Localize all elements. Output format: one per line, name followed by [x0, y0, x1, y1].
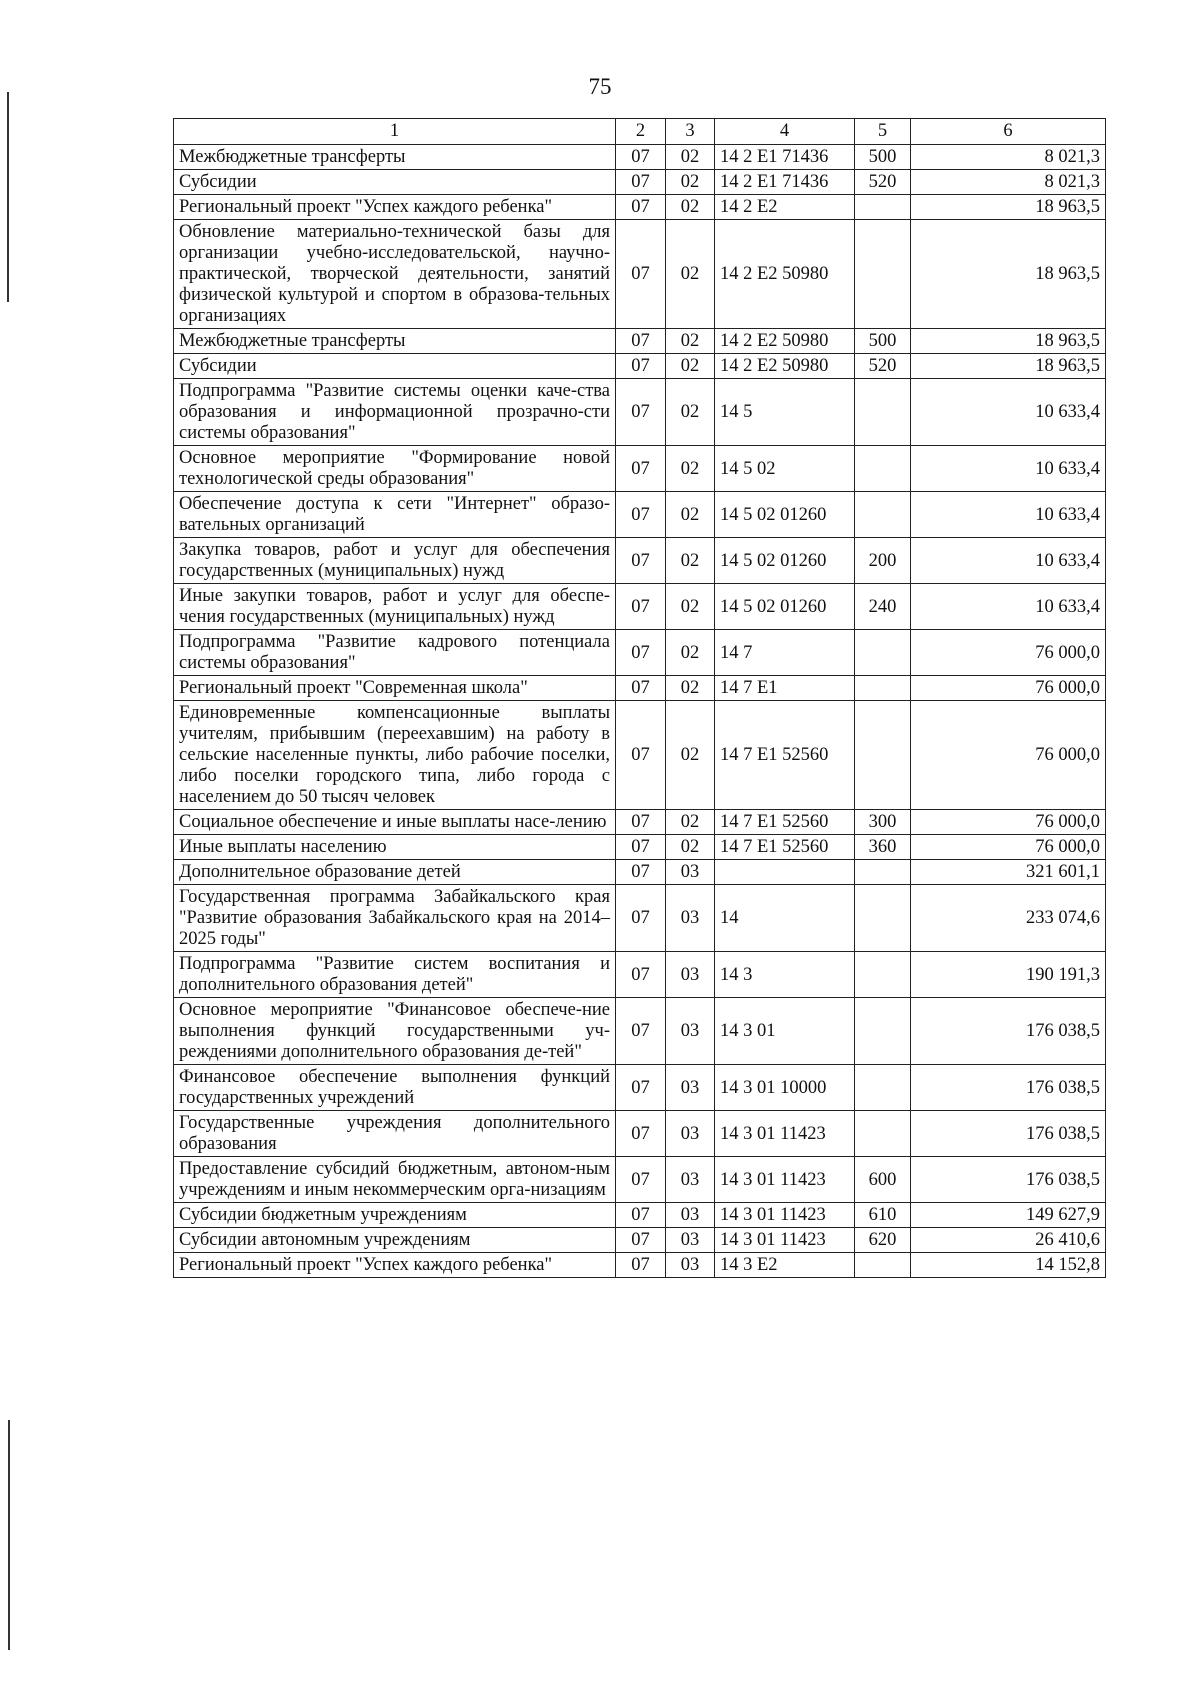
- target-article-cell: 14 7 E1 52560: [715, 810, 855, 835]
- amount-cell: 176 038,5: [911, 1157, 1106, 1203]
- row-name-cell: Дополнительное образование детей: [174, 860, 616, 885]
- subsection-code-cell: 02: [666, 630, 715, 676]
- subsection-code-cell: 02: [666, 145, 715, 170]
- subsection-code-cell: 02: [666, 220, 715, 329]
- amount-cell: 149 627,9: [911, 1203, 1106, 1228]
- expense-type-cell: [855, 860, 911, 885]
- amount-cell: 190 191,3: [911, 952, 1106, 998]
- table-row: [174, 584, 1106, 630]
- subsection-code-cell: 02: [666, 329, 715, 354]
- target-article-cell: 14 7 E1 52560: [715, 701, 855, 810]
- target-article-cell: 14 5 02 01260: [715, 492, 855, 538]
- table-row: [174, 446, 1106, 492]
- table-row: [174, 379, 1106, 446]
- expense-type-cell: [855, 630, 911, 676]
- table-row: [174, 1253, 1106, 1278]
- subsection-code-cell: 02: [666, 170, 715, 195]
- expense-type-cell: 520: [855, 170, 911, 195]
- expense-type-cell: 500: [855, 329, 911, 354]
- row-name-cell: Субсидии: [174, 170, 616, 195]
- expense-type-cell: [855, 1253, 911, 1278]
- table-row: [174, 195, 1106, 220]
- column-header: 4: [715, 119, 855, 145]
- amount-cell: 176 038,5: [911, 998, 1106, 1065]
- table-row: [174, 810, 1106, 835]
- subsection-code-cell: 02: [666, 810, 715, 835]
- expense-type-cell: 300: [855, 810, 911, 835]
- table-row: [174, 860, 1106, 885]
- target-article-cell: 14 3 01: [715, 998, 855, 1065]
- target-article-cell: 14 2 E1 71436: [715, 170, 855, 195]
- table-row: [174, 145, 1106, 170]
- target-article-cell: 14 7 E1 52560: [715, 835, 855, 860]
- row-name-cell: Субсидии автономным учреждениям: [174, 1228, 616, 1253]
- table-row: [174, 701, 1106, 810]
- table-row: [174, 1203, 1106, 1228]
- section-code-cell: 07: [616, 835, 666, 860]
- row-name-cell: Основное мероприятие "Финансовое обеспече-ние выполнения функций государственными уч-реждениями дополнительного образования де-тей": [174, 998, 616, 1065]
- amount-cell: 76 000,0: [911, 701, 1106, 810]
- amount-cell: 10 633,4: [911, 584, 1106, 630]
- target-article-cell: 14 2 E2: [715, 195, 855, 220]
- section-code-cell: 07: [616, 1253, 666, 1278]
- expense-type-cell: [855, 220, 911, 329]
- amount-cell: 10 633,4: [911, 492, 1106, 538]
- amount-cell: 18 963,5: [911, 329, 1106, 354]
- section-code-cell: 07: [616, 145, 666, 170]
- expense-type-cell: [855, 885, 911, 952]
- subsection-code-cell: 03: [666, 952, 715, 998]
- row-name-cell: Закупка товаров, работ и услуг для обеспечения государственных (муниципальных) нужд: [174, 538, 616, 584]
- row-name-cell: Подпрограмма "Развитие кадрового потенциала системы образования": [174, 630, 616, 676]
- table-row: [174, 538, 1106, 584]
- subsection-code-cell: 03: [666, 1111, 715, 1157]
- section-code-cell: 07: [616, 1157, 666, 1203]
- row-name-cell: Предоставление субсидий бюджетным, автоном-ным учреждениям и иным некоммерческим орга-низациям: [174, 1157, 616, 1203]
- section-code-cell: 07: [616, 701, 666, 810]
- expense-type-cell: 200: [855, 538, 911, 584]
- page-number: 75: [588, 74, 612, 99]
- target-article-cell: 14 2 E2 50980: [715, 220, 855, 329]
- subsection-code-cell: 03: [666, 1203, 715, 1228]
- table-row: [174, 354, 1106, 379]
- row-name-cell: Подпрограмма "Развитие системы оценки каче-ства образования и информационной прозрачно-сти системы образования": [174, 379, 616, 446]
- column-header: 1: [174, 119, 616, 145]
- target-article-cell: 14 3 E2: [715, 1253, 855, 1278]
- expense-type-cell: 360: [855, 835, 911, 860]
- amount-cell: 18 963,5: [911, 354, 1106, 379]
- scan-edge-mark: [7, 92, 9, 302]
- expense-type-cell: 610: [855, 1203, 911, 1228]
- row-name-cell: Иные закупки товаров, работ и услуг для обеспе-чения государственных (муниципальных) нужд: [174, 584, 616, 630]
- section-code-cell: 07: [616, 860, 666, 885]
- subsection-code-cell: 02: [666, 676, 715, 701]
- table-row: [174, 492, 1106, 538]
- section-code-cell: 07: [616, 676, 666, 701]
- row-name-cell: Региональный проект "Успех каждого ребенка": [174, 195, 616, 220]
- target-article-cell: 14 3 01 10000: [715, 1065, 855, 1111]
- table-row: [174, 630, 1106, 676]
- section-code-cell: 07: [616, 1065, 666, 1111]
- subsection-code-cell: 02: [666, 538, 715, 584]
- row-name-cell: Региональный проект "Успех каждого ребенка": [174, 1253, 616, 1278]
- row-name-cell: Субсидии: [174, 354, 616, 379]
- row-name-cell: Основное мероприятие "Формирование новой технологической среды образования": [174, 446, 616, 492]
- row-name-cell: Подпрограмма "Развитие систем воспитания и дополнительного образования детей": [174, 952, 616, 998]
- target-article-cell: 14 3: [715, 952, 855, 998]
- expense-type-cell: [855, 676, 911, 701]
- expense-type-cell: 520: [855, 354, 911, 379]
- section-code-cell: 07: [616, 354, 666, 379]
- section-code-cell: 07: [616, 195, 666, 220]
- table-row: [174, 329, 1106, 354]
- target-article-cell: 14 3 01 11423: [715, 1111, 855, 1157]
- subsection-code-cell: 03: [666, 885, 715, 952]
- amount-cell: 18 963,5: [911, 195, 1106, 220]
- table-row: [174, 998, 1106, 1065]
- target-article-cell: 14 5 02 01260: [715, 538, 855, 584]
- subsection-code-cell: 02: [666, 379, 715, 446]
- row-name-cell: Субсидии бюджетным учреждениям: [174, 1203, 616, 1228]
- target-article-cell: 14 2 E2 50980: [715, 354, 855, 379]
- row-name-cell: Социальное обеспечение и иные выплаты насе-лению: [174, 810, 616, 835]
- target-article-cell: 14 3 01 11423: [715, 1157, 855, 1203]
- row-name-cell: Государственные учреждения дополнительного образования: [174, 1111, 616, 1157]
- expense-type-cell: [855, 1065, 911, 1111]
- row-name-cell: Региональный проект "Современная школа": [174, 676, 616, 701]
- target-article-cell: 14 7: [715, 630, 855, 676]
- section-code-cell: 07: [616, 379, 666, 446]
- row-name-cell: Межбюджетные трансферты: [174, 145, 616, 170]
- column-header: 3: [666, 119, 715, 145]
- section-code-cell: 07: [616, 538, 666, 584]
- table-row: [174, 1228, 1106, 1253]
- target-article-cell: 14 5 02 01260: [715, 584, 855, 630]
- target-article-cell: 14 7 E1: [715, 676, 855, 701]
- target-article-cell: 14 3 01 11423: [715, 1203, 855, 1228]
- table-row: [174, 170, 1106, 195]
- target-article-cell: 14 5 02: [715, 446, 855, 492]
- target-article-cell: 14: [715, 885, 855, 952]
- amount-cell: 10 633,4: [911, 446, 1106, 492]
- subsection-code-cell: 02: [666, 835, 715, 860]
- row-name-cell: Обновление материально-технической базы для организации учебно-исследовательской, научно-практической, творческой деятельности, занятий физической культурой и спортом в образова-тельных организациях: [174, 220, 616, 329]
- section-code-cell: 07: [616, 1203, 666, 1228]
- target-article-cell: 14 5: [715, 379, 855, 446]
- amount-cell: 8 021,3: [911, 145, 1106, 170]
- amount-cell: 26 410,6: [911, 1228, 1106, 1253]
- expense-type-cell: 500: [855, 145, 911, 170]
- section-code-cell: 07: [616, 584, 666, 630]
- column-header: 6: [911, 119, 1106, 145]
- amount-cell: 8 021,3: [911, 170, 1106, 195]
- table-row: [174, 952, 1106, 998]
- expense-type-cell: [855, 446, 911, 492]
- amount-cell: 76 000,0: [911, 676, 1106, 701]
- subsection-code-cell: 02: [666, 584, 715, 630]
- table-row: [174, 220, 1106, 329]
- row-name-cell: Единовременные компенсационные выплаты учителям, прибывшим (переехавшим) на работу в сельские населенные пункты, либо рабочие поселки, либо поселки городского типа, либо города с населением до 50 тысяч человек: [174, 701, 616, 810]
- amount-cell: 76 000,0: [911, 810, 1106, 835]
- section-code-cell: 07: [616, 810, 666, 835]
- row-name-cell: Государственная программа Забайкальского края "Развитие образования Забайкальского края на 2014–2025 годы": [174, 885, 616, 952]
- row-name-cell: Иные выплаты населению: [174, 835, 616, 860]
- row-name-cell: Обеспечение доступа к сети "Интернет" образо-вательных организаций: [174, 492, 616, 538]
- amount-cell: 176 038,5: [911, 1111, 1106, 1157]
- amount-cell: 10 633,4: [911, 538, 1106, 584]
- row-name-cell: Межбюджетные трансферты: [174, 329, 616, 354]
- subsection-code-cell: 03: [666, 998, 715, 1065]
- expense-type-cell: [855, 379, 911, 446]
- amount-cell: 321 601,1: [911, 860, 1106, 885]
- section-code-cell: 07: [616, 998, 666, 1065]
- table-row: [174, 1065, 1106, 1111]
- expense-type-cell: [855, 952, 911, 998]
- column-header: 2: [616, 119, 666, 145]
- scan-edge-mark: [8, 1420, 10, 1650]
- subsection-code-cell: 03: [666, 1157, 715, 1203]
- column-header: 5: [855, 119, 911, 145]
- expense-type-cell: 620: [855, 1228, 911, 1253]
- table-row: [174, 835, 1106, 860]
- amount-cell: 76 000,0: [911, 630, 1106, 676]
- amount-cell: 176 038,5: [911, 1065, 1106, 1111]
- target-article-cell: 14 2 E1 71436: [715, 145, 855, 170]
- amount-cell: 233 074,6: [911, 885, 1106, 952]
- amount-cell: 18 963,5: [911, 220, 1106, 329]
- expense-type-cell: 600: [855, 1157, 911, 1203]
- subsection-code-cell: 03: [666, 1065, 715, 1111]
- subsection-code-cell: 02: [666, 701, 715, 810]
- subsection-code-cell: 03: [666, 1253, 715, 1278]
- expense-type-cell: [855, 998, 911, 1065]
- expense-type-cell: 240: [855, 584, 911, 630]
- subsection-code-cell: 02: [666, 195, 715, 220]
- table-row: [174, 1111, 1106, 1157]
- section-code-cell: 07: [616, 1228, 666, 1253]
- target-article-cell: 14 2 E2 50980: [715, 329, 855, 354]
- row-name-cell: Финансовое обеспечение выполнения функций государственных учреждений: [174, 1065, 616, 1111]
- subsection-code-cell: 02: [666, 492, 715, 538]
- budget-table: [173, 118, 1106, 1278]
- section-code-cell: 07: [616, 170, 666, 195]
- table-row: [174, 676, 1106, 701]
- table-row: [174, 1157, 1106, 1203]
- expense-type-cell: [855, 1111, 911, 1157]
- amount-cell: 10 633,4: [911, 379, 1106, 446]
- target-article-cell: 14 3 01 11423: [715, 1228, 855, 1253]
- target-article-cell: [715, 860, 855, 885]
- section-code-cell: 07: [616, 492, 666, 538]
- subsection-code-cell: 02: [666, 354, 715, 379]
- section-code-cell: 07: [616, 885, 666, 952]
- section-code-cell: 07: [616, 1111, 666, 1157]
- section-code-cell: 07: [616, 952, 666, 998]
- amount-cell: 14 152,8: [911, 1253, 1106, 1278]
- expense-type-cell: [855, 701, 911, 810]
- subsection-code-cell: 03: [666, 1228, 715, 1253]
- section-code-cell: 07: [616, 220, 666, 329]
- subsection-code-cell: 02: [666, 446, 715, 492]
- table-body: [174, 145, 1106, 1278]
- section-code-cell: 07: [616, 446, 666, 492]
- table-row: [174, 885, 1106, 952]
- expense-type-cell: [855, 195, 911, 220]
- table-header-row: [174, 119, 1106, 145]
- expense-type-cell: [855, 492, 911, 538]
- amount-cell: 76 000,0: [911, 835, 1106, 860]
- section-code-cell: 07: [616, 630, 666, 676]
- subsection-code-cell: 03: [666, 860, 715, 885]
- section-code-cell: 07: [616, 329, 666, 354]
